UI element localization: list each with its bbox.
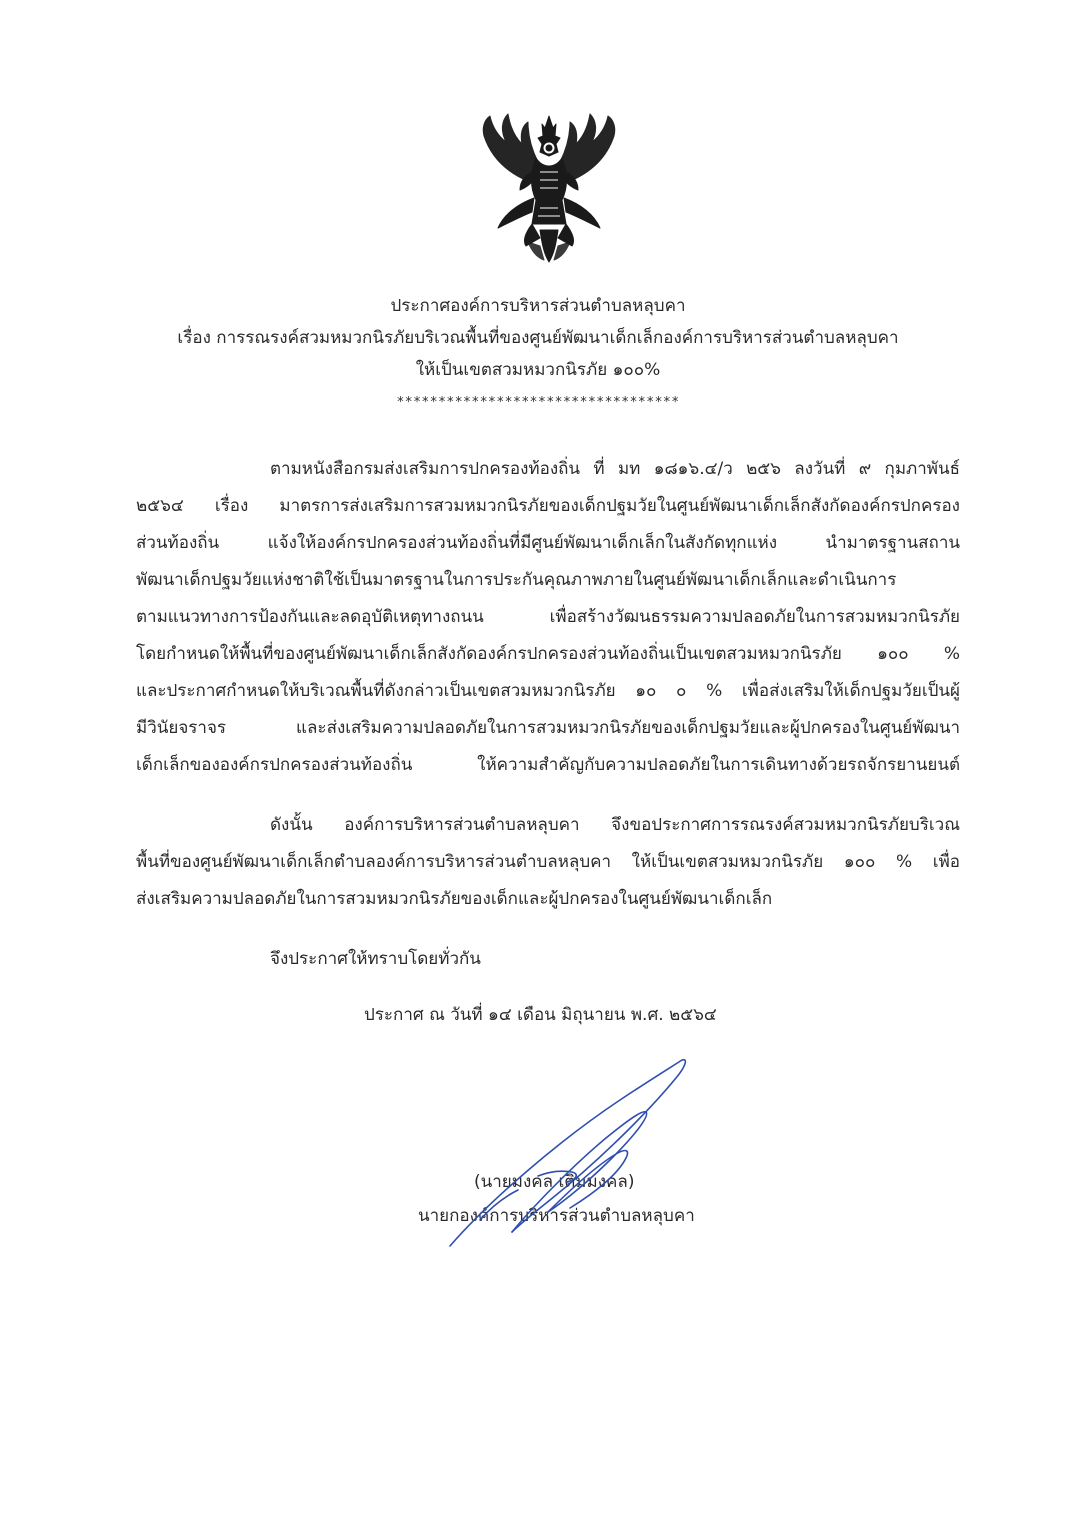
closing-statement: จึงประกาศให้ทราบโดยทั่วกัน (270, 949, 481, 969)
paragraph1-line: พัฒนาเด็กปฐมวัยแห่งชาติใช้เป็นมาตรฐานในการประกันคุณภาพภายในศูนย์พัฒนาเด็กเล็กและดำเนินการ (136, 570, 897, 590)
paragraph1-line: ส่วนท้องถิ่น แจ้งให้องค์กรปกครองส่วนท้องถิ่นที่มีศูนย์พัฒนาเด็กเล็กในสังกัดทุกแห่ง นำมาตรฐานสถาน (136, 533, 960, 553)
announcement-date: ประกาศ ณ วันที่ ๑๔ เดือน มิถุนายน พ.ศ. ๒๕๖๔ (364, 1005, 717, 1025)
paragraph2-line: ส่งเสริมความปลอดภัยในการสวมหมวกนิรภัยของเด็กและผู้ปกครองในศูนย์พัฒนาเด็กเล็ก (136, 889, 773, 909)
paragraph1-line: โดยกำหนดให้พื้นที่ของศูนย์พัฒนาเด็กเล็กสังกัดองค์กรปกครองส่วนท้องถิ่นเป็นเขตสวมหมวกนิรภัย ๑๐๐ % (136, 644, 960, 664)
announcement-subject: เรื่อง การรณรงค์สวมหมวกนิรภัยบริเวณพื้นที่ของศูนย์พัฒนาเด็กเล็กองค์การบริหารส่วนตำบลหลุบคา (177, 328, 899, 348)
paragraph1-line: มีวินัยจราจร และส่งเสริมความปลอดภัยในการสวมหมวกนิรภัยของเด็กปฐมวัยและผู้ปกครองในศูนย์พัฒนา (136, 718, 960, 738)
paragraph2-line: พื้นที่ของศูนย์พัฒนาเด็กเล็กตำบลองค์การบริหารส่วนตำบลหลุบคา ให้เป็นเขตสวมหมวกนิรภัย ๑๐๐ % เพื่อ (136, 852, 960, 872)
paragraph2-line: ดังนั้น องค์การบริหารส่วนตำบลหลุบคา จึงขอประกาศการรณรงค์สวมหมวกนิรภัยบริเวณ (270, 815, 960, 835)
paragraph1-line: และประกาศกำหนดให้บริเวณพื้นที่ดังกล่าวเป็นเขตสวมหมวกนิรภัย ๑๐ ๐ % เพื่อส่งเสริมให้เด็กปฐมวัยเป็นผู้ (136, 681, 960, 701)
garuda-emblem-icon (470, 112, 628, 264)
announcement-title: ประกาศองค์การบริหารส่วนตำบลหลุบคา (390, 296, 686, 316)
paragraph1-line: เด็กเล็กขององค์กรปกครองส่วนท้องถิ่น ให้ความสำคัญกับความปลอดภัยในการเดินทางด้วยรถจักรยานยนต์ (136, 755, 960, 775)
signatory-title: นายกองค์การบริหารส่วนตำบลหลุบคา (418, 1206, 695, 1226)
signatory-name: (นายมงคล เติมมงคล) (474, 1172, 635, 1192)
paragraph1-line: ตามหนังสือกรมส่งเสริมการปกครองท้องถิ่น ที่ มท ๑๘๑๖.๔/ว ๒๕๖ ลงวันที่ ๙ กุมภาพันธ์ (270, 459, 960, 479)
header-divider: ********************************** (396, 395, 680, 410)
handwritten-signature (420, 1050, 710, 1260)
paragraph1-line: ตามแนวทางการป้องกันและลดอุบัติเหตุทางถนน เพื่อสร้างวัฒนธรรมความปลอดภัยในการสวมหมวกนิรภัย (136, 607, 960, 627)
paragraph1-line: ๒๕๖๔ เรื่อง มาตรการส่งเสริมการสวมหมวกนิรภัยของเด็กปฐมวัยในศูนย์พัฒนาเด็กเล็กสังกัดองค์กรปกครอง (136, 496, 960, 516)
announcement-subject-continued: ให้เป็นเขตสวมหมวกนิรภัย ๑๐๐% (415, 360, 661, 380)
